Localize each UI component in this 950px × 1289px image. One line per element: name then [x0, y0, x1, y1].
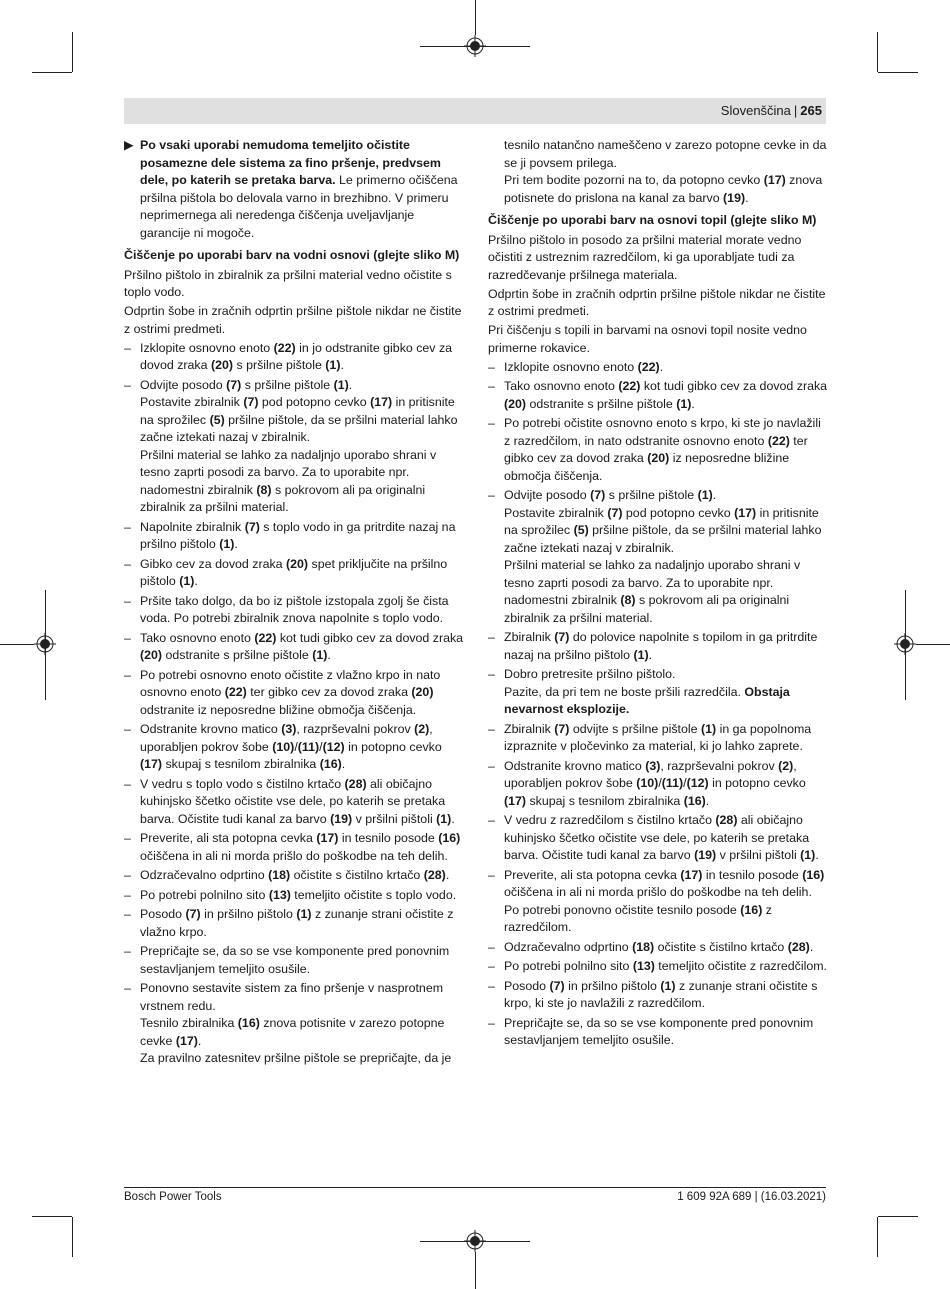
- step-list: [124, 340, 464, 1068]
- list-item-text: Odvijte posodo (7) s pršilne pištole (1). Postavite zbiralnik (7) pod potopno cevko (17) in pritisnite na sprožilec (5) pršilne pištole, da se pršilni material lahko začne iztekati nazaj v zbiralnik. Pršilni material se lahko za nadaljnjo uporabo shrani v tesno zaprti posodi za barvo. Za to uporabite npr. nadomestni zbiralnik (8) s pokrovom ali pa originalni zbiralnik za pršilni material.: [504, 488, 822, 625]
- continuation-text: tesnilo natančno nameščeno v zarezo potopne cevke in da se ji povsem prilega. Pri tem bodite pozorni na to, da potopno cevko (17) znova potisnete do prislona na kanal za barvo (19).: [504, 138, 827, 205]
- dash-bullet: –: [488, 959, 495, 973]
- list-item-text: Izklopite osnovno enoto (22).: [504, 359, 664, 374]
- list-item-text: Odzračevalno odprtino (18) očistite s čistilno krtačo (28).: [140, 868, 450, 882]
- list-item-text: Posodo (7) in pršilno pištolo (1) z zunanje strani očistite s krpo, ki ste jo navlažili z razredčilom.: [504, 978, 818, 1010]
- crop-mark: [420, 1241, 530, 1242]
- dash-bullet: –: [488, 416, 495, 430]
- paragraph-list: [488, 232, 828, 358]
- dash-bullet: –: [488, 379, 495, 393]
- dash-bullet: –: [488, 813, 495, 827]
- dash-bullet: –: [488, 721, 495, 736]
- safety-note: [124, 137, 464, 242]
- list-item-text: Posodo (7) in pršilno pištolo (1) z zunanje strani očistite z vlažno krpo.: [140, 907, 454, 939]
- list-item: [488, 1015, 828, 1050]
- crop-mark: [877, 32, 878, 72]
- crop-mark: [878, 1216, 918, 1217]
- dash-bullet: –: [124, 831, 131, 845]
- list-item: [488, 666, 828, 719]
- dash-bullet: –: [124, 907, 131, 921]
- dash-bullet: –: [488, 1015, 495, 1030]
- list-item: [488, 867, 828, 937]
- left-column: [124, 137, 464, 1070]
- list-item-text: Prepričajte se, da so se vse komponente pred ponovnim sestavljanjem temeljito osušile.: [504, 1015, 814, 1047]
- paragraph: Pri čiščenju s topili in barvami na osnovi topil nosite vedno primerne rokavice.: [488, 323, 807, 355]
- dash-bullet: –: [124, 944, 131, 958]
- list-item-text: Tako osnovno enoto (22) kot tudi gibko cev za dovod zraka (20) odstranite s pršilne pištole (1).: [140, 630, 464, 662]
- list-item-text: Gibko cev za dovod zraka (20) spet priključite na pršilno pištolo (1).: [140, 556, 448, 588]
- list-item: [488, 487, 828, 627]
- dash-bullet: –: [488, 667, 495, 681]
- list-item-text: Izklopite osnovno enoto (22) in jo odstranite gibko cev za dovod zraka (20) s pršilne pištole (1).: [140, 340, 453, 372]
- crop-mark: [420, 46, 530, 47]
- dash-bullet: –: [124, 556, 131, 571]
- section-heading-solvent: Čiščenje po uporabi barv na osnovi topil (glejte sliko M): [488, 213, 817, 227]
- list-item: [124, 721, 464, 774]
- list-item-text: Po potrebi osnovno enoto očistite z vlažno krpo in nato osnovno enoto (22) ter gibko cev za dovod zraka (20) odstranite iz neposredne bližine območja čiščenja.: [140, 667, 441, 717]
- list-item-text: Preverite, ali sta potopna cevka (17) in tesnilo posode (16) očiščena in ali ni morda prišlo do poškodbe na teh delih. Po potrebi ponovno očistite tesnilo posode (16) z razredčilom.: [504, 867, 825, 934]
- arrow-bullet-icon: ▶: [124, 138, 134, 152]
- list-item: [488, 721, 828, 756]
- crop-mark: [905, 590, 906, 700]
- crop-mark: [72, 32, 73, 72]
- list-item: [124, 630, 464, 665]
- list-item-text: Napolnite zbiralnik (7) s toplo vodo in ga pritrdite nazaj na pršilno pištolo (1).: [140, 519, 456, 551]
- page-header: [124, 98, 826, 124]
- dash-bullet: –: [488, 758, 495, 773]
- list-item: [488, 378, 828, 413]
- list-item: [124, 980, 464, 1068]
- dash-bullet: –: [124, 377, 131, 392]
- crop-mark: [878, 72, 918, 73]
- right-column: [488, 137, 828, 1052]
- list-item: [488, 978, 828, 1013]
- header-language: Slovenščina: [720, 103, 791, 118]
- list-item-text: Po potrebi očistite osnovno enoto s krpo, ki ste jo navlažili z razredčilom, in nato odstranite osnovno enoto (22) ter gibko cev za dovod zraka (20) iz neposredne bližine območja čiščenja.: [504, 416, 821, 483]
- list-item: [124, 377, 464, 517]
- list-item-text: Odstranite krovno matico (3), razprševalni pokrov (2), uporabljen pokrov šobe (10)/(11)/(12) in potopno cevko (17) skupaj s tesnilom zbiralnika (16).: [140, 722, 442, 771]
- list-item: [124, 906, 464, 941]
- dash-bullet: –: [124, 722, 131, 736]
- paragraph: Odprtin šobe in zračnih odprtin pršilne pištole nikdar ne čistite z ostrimi predmeti.: [124, 304, 462, 336]
- list-item: [488, 958, 828, 976]
- list-item: [488, 415, 828, 485]
- crop-mark: [916, 644, 950, 645]
- list-item-text: Po potrebi polnilno sito (13) temeljito očistite z razredčilom.: [504, 959, 828, 973]
- list-item-text: Pršite tako dolgo, da bo iz pištole izstopala zgolj še čista voda. Po potrebi zbiralnik znova napolnite s toplo vodo.: [140, 593, 449, 625]
- list-item-text: Preverite, ali sta potopna cevka (17) in tesnilo posode (16) očiščena in ali ni morda prišlo do poškodbe na teh delih.: [140, 831, 461, 863]
- list-item-text: Prepričajte se, da so se vse komponente pred ponovnim sestavljanjem temeljito osušile.: [140, 944, 450, 976]
- list-item: [488, 812, 828, 865]
- dash-bullet: –: [124, 887, 131, 902]
- list-item: [124, 667, 464, 720]
- dash-bullet: –: [124, 776, 131, 791]
- dash-bullet: –: [124, 519, 131, 534]
- dash-bullet: –: [124, 868, 131, 882]
- list-item-text: Tako osnovno enoto (22) kot tudi gibko cev za dovod zraka (20) odstranite s pršilne pištole (1).: [504, 379, 828, 411]
- list-item: [124, 776, 464, 829]
- dash-bullet: –: [124, 340, 131, 355]
- header-separator: |: [793, 103, 798, 118]
- list-item: [488, 758, 828, 811]
- crop-mark: [32, 1216, 72, 1217]
- page-number: 265: [800, 103, 822, 118]
- list-item: [124, 519, 464, 554]
- list-item: [488, 629, 828, 664]
- crop-mark: [45, 590, 46, 700]
- step-list: [488, 359, 828, 1050]
- list-item-text: Odzračevalno odprtino (18) očistite s čistilno krtačo (28).: [504, 939, 814, 954]
- list-item: [124, 943, 464, 978]
- list-item-text: Dobro pretresite pršilno pištolo. Pazite, da pri tem ne boste pršili razredčila. Obstaja nevarnost eksplozije.: [504, 667, 790, 716]
- crop-mark: [877, 1217, 878, 1257]
- list-item: [124, 340, 464, 375]
- list-item-text: Zbiralnik (7) odvijte s pršilne pištole (1) in ga popolnoma izpraznite v pločevinko za material, ki jo lahko zaprete.: [504, 721, 812, 753]
- section-heading-water: Čiščenje po uporabi barv na vodni osnovi (glejte sliko M): [124, 248, 460, 262]
- list-item-text: Odvijte posodo (7) s pršilne pištole (1). Postavite zbiralnik (7) pod potopno cevko (17) in pritisnite na sprožilec (5) pršilne pištole, da se pršilni material lahko začne iztekati nazaj v zbiralnik. Pršilni material se lahko za nadaljnjo uporabo shrani v tesno zaprti posodi za barvo. Za to uporabite npr. nadomestni zbiralnik (8) s pokrovom ali pa originalni zbiralnik za pršilni material.: [140, 377, 458, 514]
- dash-bullet: –: [124, 593, 131, 608]
- paragraph: Pršilno pištolo in zbiralnik za pršilni material vedno očistite s toplo vodo.: [124, 267, 452, 299]
- list-item-text: Ponovno sestavite sistem za fino pršenje v nasprotnem vrstnem redu. Tesnilo zbiralnika (16) znova potisnite v zarezo potopne cevke (17). Za pravilno zatesnitev pršilne pištole se prepričajte, da je: [140, 981, 452, 1065]
- list-item: [124, 556, 464, 591]
- dash-bullet: –: [488, 359, 495, 374]
- dash-bullet: –: [124, 981, 131, 995]
- list-item: [124, 887, 464, 905]
- dash-bullet: –: [488, 488, 495, 502]
- list-item-text: Odstranite krovno matico (3), razprševalni pokrov (2), uporabljen pokrov šobe (10)/(11)/(12) in potopno cevko (17) skupaj s tesnilom zbiralnika (16).: [504, 758, 806, 808]
- dash-bullet: –: [488, 630, 495, 644]
- footer-doc-id: 1 609 92A 689 | (16.03.2021): [677, 1191, 826, 1203]
- dash-bullet: –: [124, 630, 131, 645]
- paragraph-list: [124, 267, 464, 339]
- list-item: [124, 867, 464, 885]
- header-text: [721, 102, 822, 120]
- paragraph: Pršilno pištolo in posodo za pršilni material morate vedno očistiti z ustreznim razredčilom, ki ga uporabljate tudi za razredčevanje pršilnega materiala.: [488, 232, 802, 282]
- crop-mark: [0, 644, 34, 645]
- crop-mark: [475, 1252, 476, 1289]
- safety-note-bold: Po vsaki uporabi nemudoma temeljito očistite posamezne dele sistema za fino pršenje, predvsem dele, po katerih se pretaka barva.: [140, 138, 441, 187]
- dash-bullet: –: [488, 867, 495, 882]
- crop-mark: [475, 0, 476, 35]
- dash-bullet: –: [488, 978, 495, 993]
- dash-bullet: –: [124, 667, 131, 682]
- list-item-text: V vedru z razredčilom s čistilno krtačo (28) ali običajno kuhinjsko ščetko očistite vse dele, po katerih se pretaka barva. Očistite tudi kanal za barvo (19) v pršilni pištoli (1).: [504, 813, 819, 862]
- list-item: [124, 593, 464, 628]
- dash-bullet: –: [488, 939, 495, 954]
- list-item: [124, 830, 464, 865]
- list-item-text: Zbiralnik (7) do polovice napolnite s topilom in ga pritrdite nazaj na pršilno pištolo (1).: [504, 630, 818, 662]
- paragraph: Odprtin šobe in zračnih odprtin pršilne pištole nikdar ne čistite z ostrimi predmeti.: [488, 286, 826, 318]
- list-item-text: V vedru s toplo vodo s čistilno krtačo (28) ali običajno kuhinjsko ščetko očistite vse dele, po katerih se pretaka barva. Očistite tudi kanal za barvo (19) v pršilni pištoli (1).: [140, 776, 455, 826]
- crop-mark: [32, 72, 72, 73]
- footer-rule: [124, 1187, 826, 1188]
- crop-mark: [72, 1217, 73, 1257]
- list-item: [488, 359, 828, 377]
- safety-note-text: Le primerno očiščena pršilna pištola bo delovala varno in brezhibno. V primeru neprimernega ali neredenga čiščenja uveljavljanje garancije ni mogoče.: [140, 173, 458, 240]
- footer-brand: Bosch Power Tools: [124, 1191, 222, 1203]
- list-item-text: Po potrebi polnilno sito (13) temeljito očistite s toplo vodo.: [140, 887, 457, 902]
- list-item: [488, 939, 828, 957]
